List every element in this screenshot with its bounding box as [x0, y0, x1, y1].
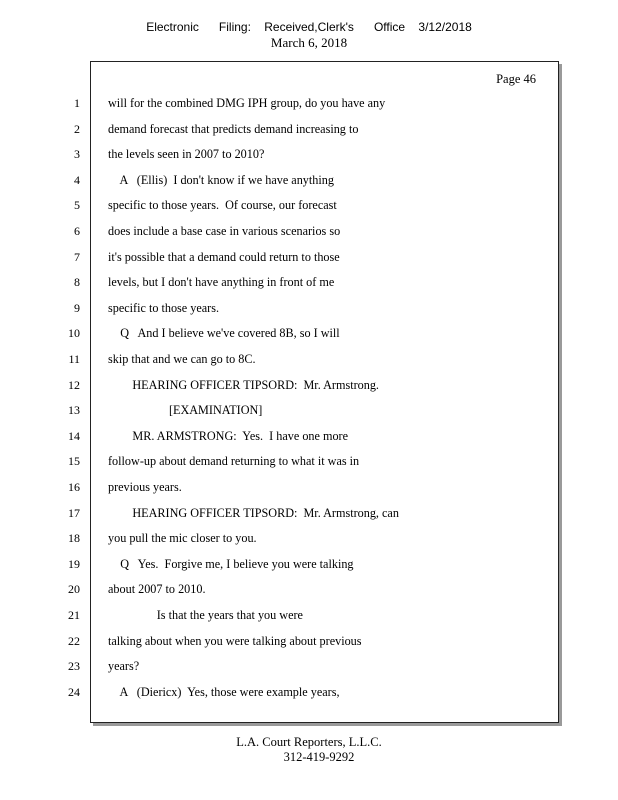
- transcript-line: will for the combined DMG IPH group, do you have any: [108, 96, 386, 110]
- transcript-line: skip that and we can go to 8C.: [108, 352, 256, 366]
- line-number: 24: [68, 684, 80, 699]
- transcript-line: follow-up about demand returning to what it was in: [108, 454, 360, 469]
- line-number: 1: [74, 96, 80, 110]
- transcript-line: previous years.: [108, 480, 182, 494]
- line-number: 11: [68, 352, 80, 366]
- stamp-electronic: Electronic: [146, 20, 199, 34]
- transcript-line: specific to those years. Of course, our forecast: [108, 198, 337, 213]
- line-number: 14: [68, 428, 80, 443]
- transcript-line: it's possible that a demand could return to those: [108, 249, 340, 264]
- line-number: 12: [68, 377, 80, 392]
- transcript-line: talking about when you were talking about previous: [108, 633, 362, 648]
- footer-company: L.A. Court Reporters, L.L.C.: [236, 735, 382, 749]
- transcript-line: MR. ARMSTRONG: Yes. I have one more: [108, 428, 349, 443]
- transcript-line: HEARING OFFICER TIPSORD: Mr. Armstrong, can: [108, 505, 399, 520]
- line-number: 17: [68, 505, 80, 520]
- stamp-filing: Filing:: [218, 20, 251, 34]
- filing-stamp: [0, 20, 618, 34]
- line-number: 5: [74, 198, 80, 213]
- line-number: 22: [68, 633, 80, 648]
- transcript-line: you pull the mic closer to you.: [108, 531, 257, 546]
- line-number: 23: [68, 659, 80, 674]
- line-number: 9: [74, 300, 80, 315]
- line-number: 13: [68, 403, 80, 418]
- line-number: 19: [68, 556, 80, 571]
- transcript-line: levels, but I don't have anything in front of me: [108, 275, 335, 290]
- line-number: 4: [74, 172, 80, 187]
- line-number: 21: [68, 608, 80, 622]
- transcript-line: Q And I believe we've covered 8B, so I will: [108, 326, 340, 341]
- transcript-line: demand forecast that predicts demand increasing to: [108, 121, 359, 136]
- transcript-line: Q Yes. Forgive me, I believe you were talking: [108, 556, 354, 571]
- transcript-date: March 6, 2018: [270, 35, 348, 50]
- line-number: 6: [74, 224, 80, 238]
- line-number: 15: [68, 454, 80, 469]
- transcript-line: years?: [108, 659, 140, 674]
- footer-phone: 312-419-9292: [283, 750, 355, 764]
- transcript-line: specific to those years.: [108, 300, 220, 315]
- stamp-office: Office: [373, 20, 406, 34]
- transcript-line: does include a base case in various scenarios so: [108, 224, 341, 238]
- transcript-line: Is that the years that you were: [108, 608, 303, 622]
- line-number: 7: [74, 249, 80, 264]
- line-number: 16: [68, 480, 80, 494]
- stamp-received: Received,Clerk's: [264, 20, 354, 34]
- transcript-line: HEARING OFFICER TIPSORD: Mr. Armstrong.: [108, 377, 379, 392]
- line-number: 18: [68, 531, 80, 546]
- line-number: 3: [74, 147, 80, 162]
- transcript-line: [EXAMINATION]: [108, 403, 263, 418]
- line-number: 20: [68, 582, 80, 597]
- stamp-date: 3/12/2018: [418, 20, 472, 34]
- transcript-line: about 2007 to 2010.: [108, 582, 206, 597]
- transcript-line: the levels seen in 2007 to 2010?: [108, 147, 265, 162]
- line-number: 2: [74, 121, 80, 136]
- transcript-line: A (Ellis) I don't know if we have anything: [108, 172, 334, 187]
- line-number: 10: [68, 326, 80, 341]
- line-number: 8: [74, 275, 80, 290]
- transcript-line: A (Diericx) Yes, those were example years,: [108, 684, 340, 699]
- page-number: Page 46: [496, 72, 536, 86]
